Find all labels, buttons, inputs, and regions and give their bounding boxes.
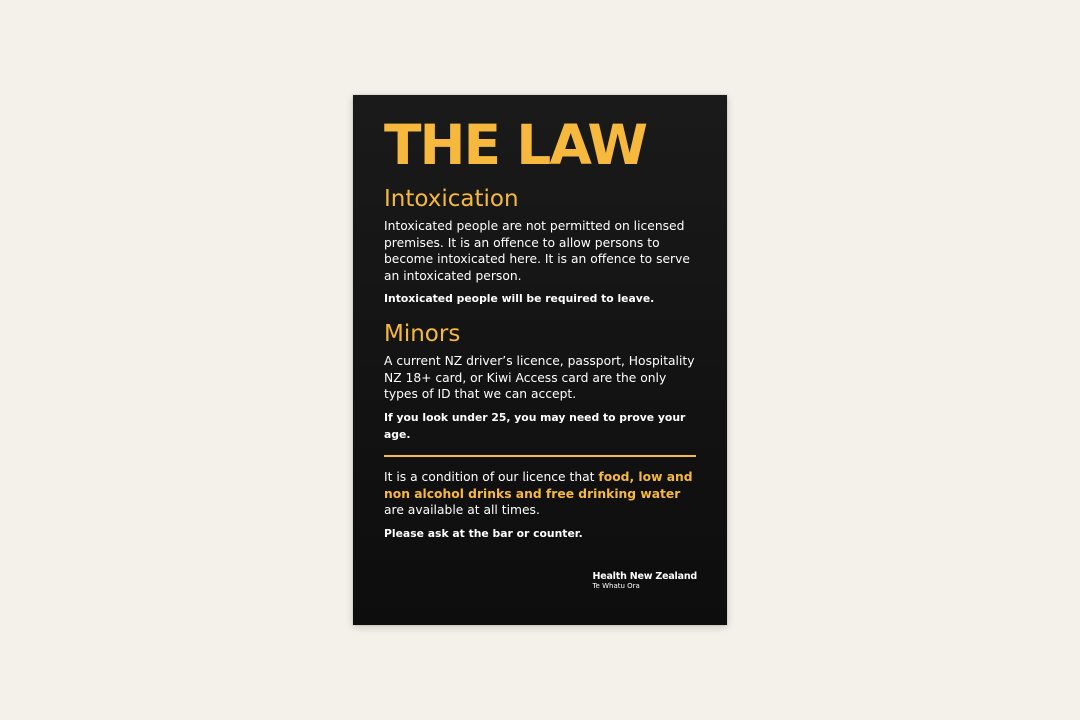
intoxication-heading: Intoxication	[384, 186, 519, 212]
intoxication-notice: Intoxicated people will be required to leave.	[384, 292, 655, 305]
minors-heading: Minors	[384, 321, 461, 347]
logo-subname: Te Whatu Ora	[592, 582, 640, 590]
licence-condition-suffix: are available at all times.	[384, 503, 540, 517]
licence-condition	[384, 469, 704, 519]
minors-notice: If you look under 25, you may need to prove your age.	[384, 411, 686, 441]
licence-condition-prefix: It is a condition of our licence that	[384, 470, 599, 484]
logo-name: Health New Zealand	[592, 571, 697, 582]
section-divider	[384, 455, 696, 457]
health-nz-logo	[592, 571, 697, 591]
licence-condition-highlight: food, low and non alcohol drinks and free drinking water	[384, 470, 693, 501]
intoxication-body: Intoxicated people are not permitted on licensed premises. It is an offence to allow persons to become intoxicated here. It is an offence to serve an intoxicated person.	[384, 219, 690, 283]
print-code-mark	[718, 583, 724, 605]
poster-title: THE LAW	[384, 113, 647, 177]
law-poster	[353, 95, 727, 625]
ask-notice: Please ask at the bar or counter.	[384, 527, 583, 540]
minors-body: A current NZ driver’s licence, passport, Hospitality NZ 18+ card, or Kiwi Access card are the only types of ID that we can accept.	[384, 354, 695, 401]
